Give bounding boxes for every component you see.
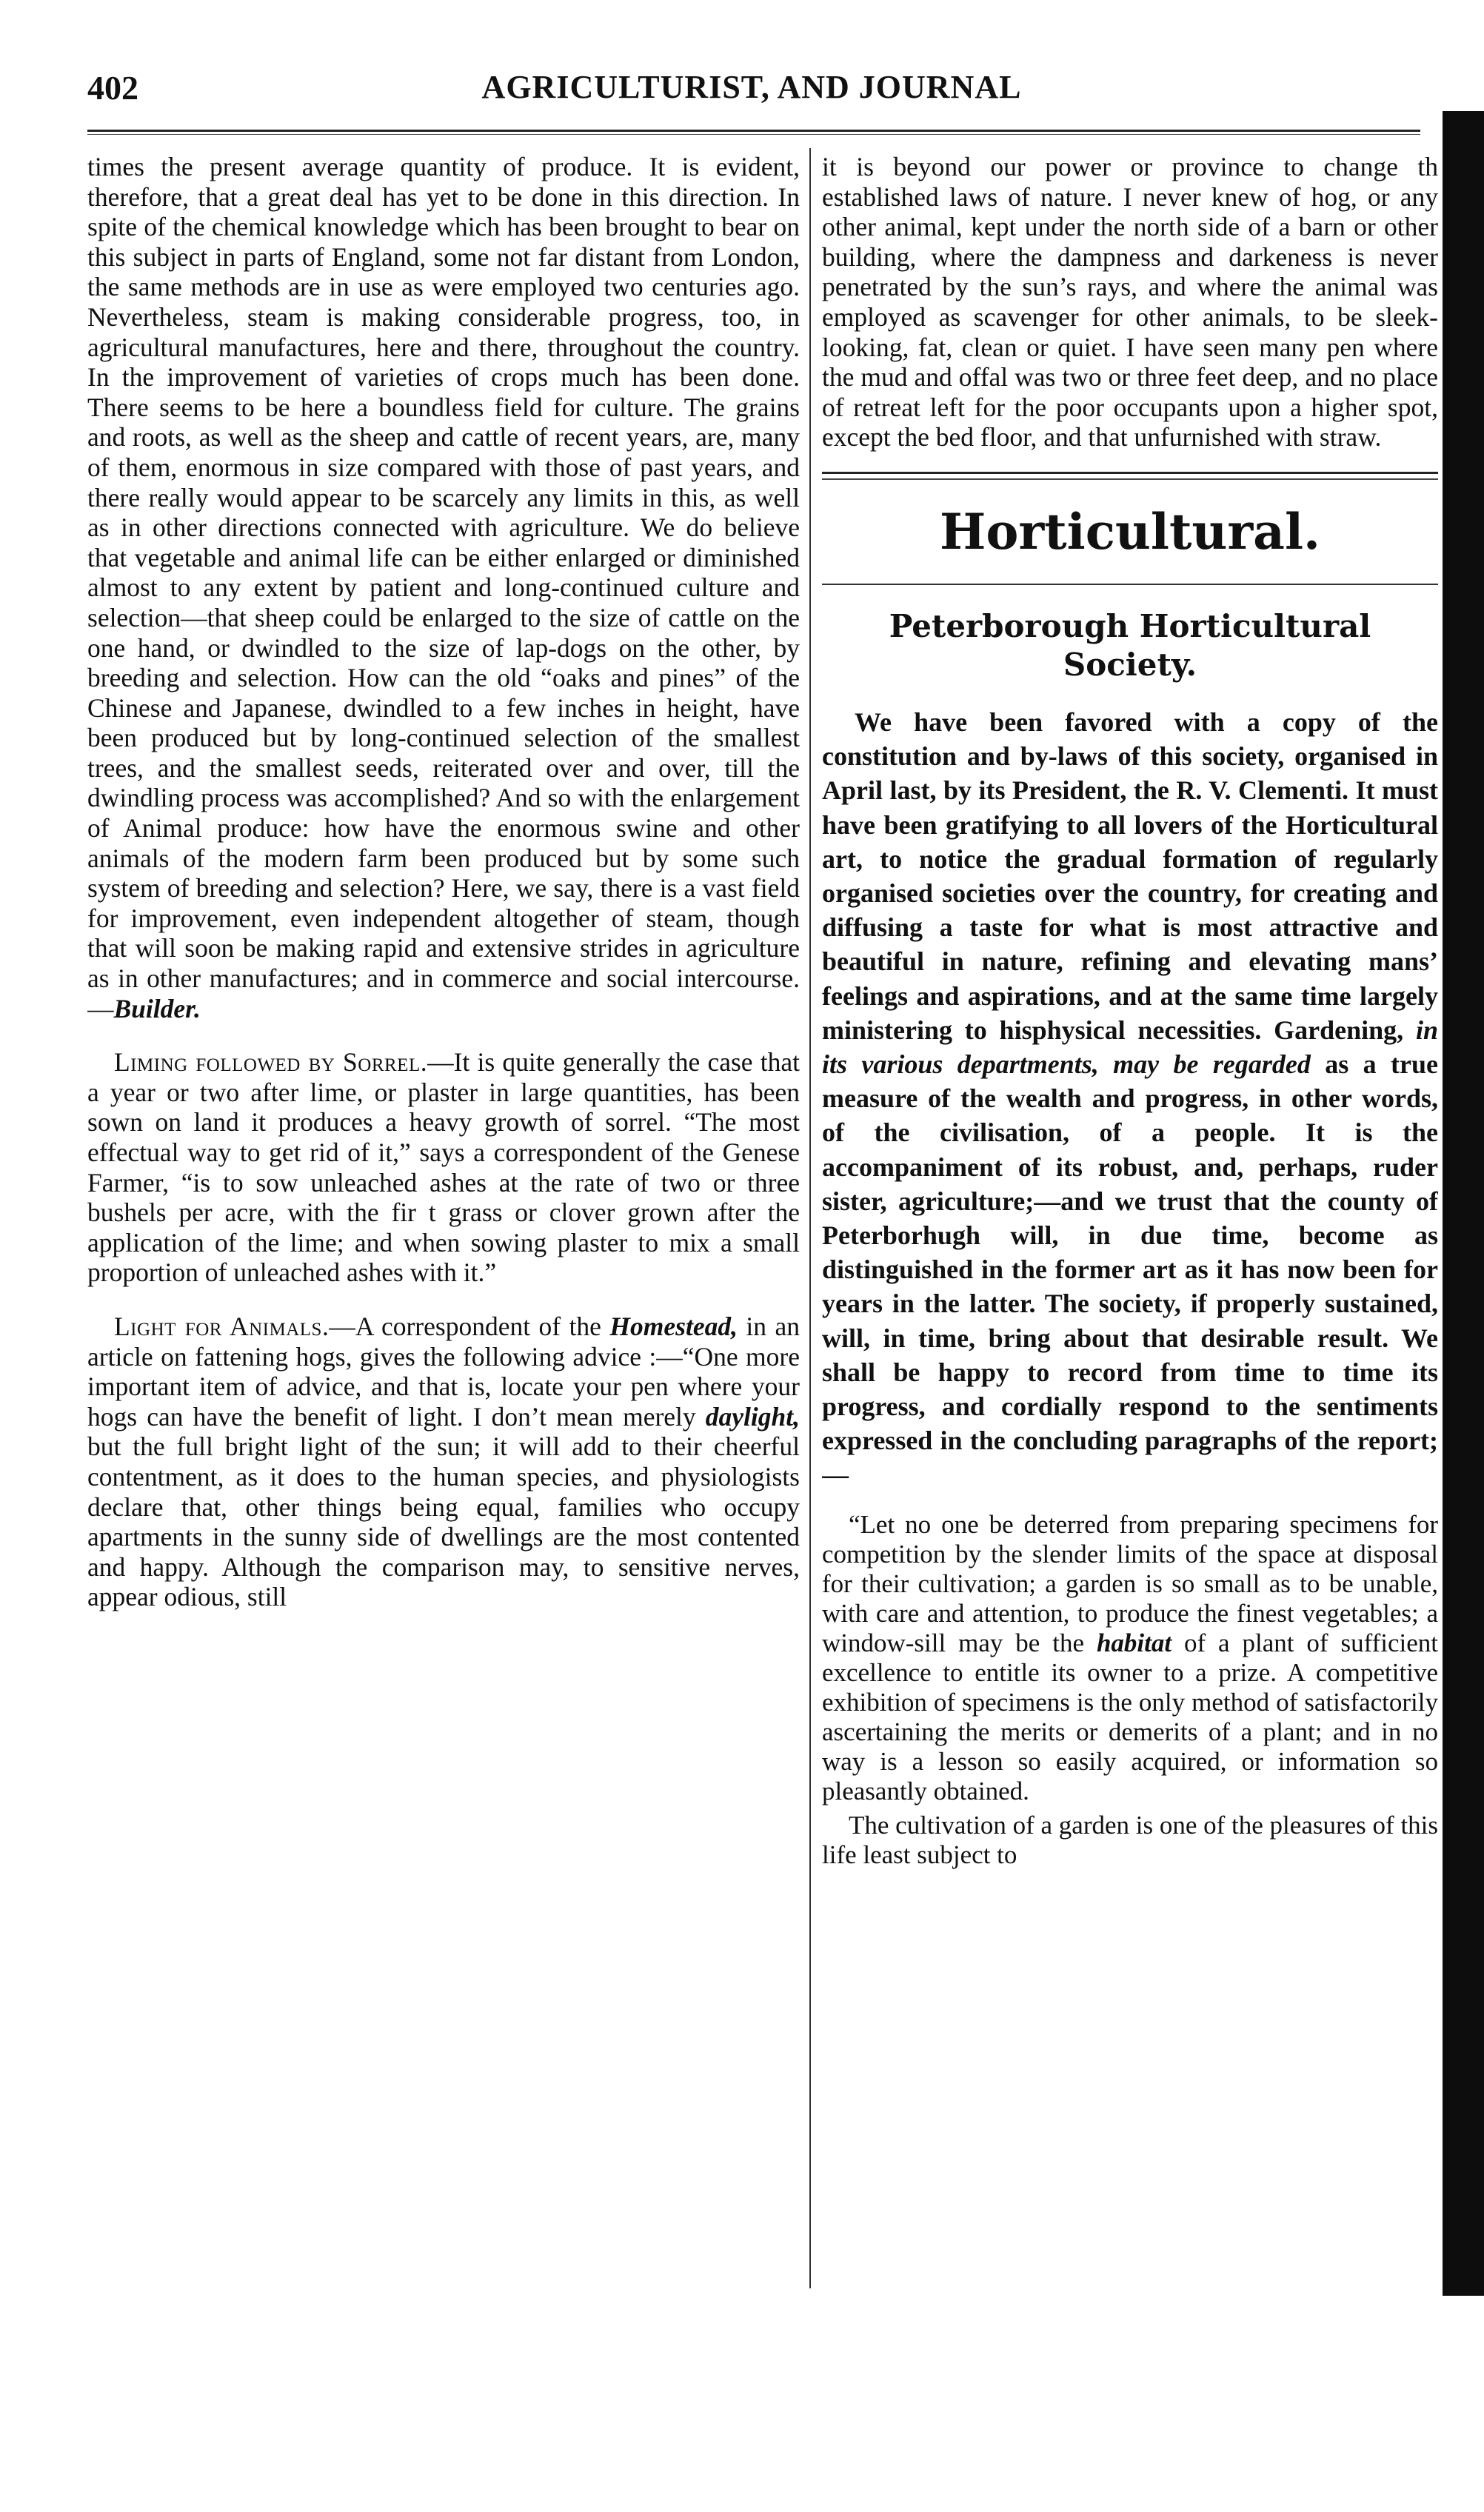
article-heading-peterborough: Peterborough Horticultural Society. <box>889 607 1371 683</box>
light-article-continuation: it is beyond our power or province to change th established laws of nature. I never knew of hog, or any other animal, kept under the north side of a barn or other building, where the dampness and darkeness is never penetrated by the sun’s rays, and where the animal was employed as scavenger for other animals, to be sleek-looking, fat, clean or quiet. I have seen many pen where the mud and offal was two or three feet deep, and no place of retreat left for the poor occupants upon a higher spot, except the bed floor, and that unfurnished with straw. <box>822 152 1438 452</box>
header-rule-thin <box>87 134 1420 135</box>
section-title-rule <box>822 584 1438 585</box>
column-divider <box>809 148 811 2288</box>
page-number: 402 <box>87 69 138 107</box>
liming-heading: Liming followed by Sorrel. <box>114 1047 428 1078</box>
peterborough-article-body: We have been favored with a copy of the constitution and by-laws of this society, organised in April last, by its President, the R. V. Clementi. It must have been gratifying to all lovers of the Horticultural art, to notice the gradual formation of regularly organised societies over the country, for creating and diffusing a taste for what is most attractive and beautiful in nature, refining and elevating mans’ feelings and aspirations, and at the same time largely ministering to hisphysical necessities. Gardening, in its various departments, may be regarded as a true measure of the wealth and progress, in other words, of the civilisation, of a people. It is the accompaniment of its robust, and, perhaps, ruder sister, agriculture;—and we trust that the county of Peterborhugh will, in due time, become as distinguished in the former art as it has now been for years in the latter. The society, if properly sustained, will, in time, bring about that desirable result. We shall be happy to record from time to time its progress, and cordially respond to the sentiments expressed in the concluding paragraphs of the report;— <box>822 706 1438 1490</box>
source-builder: Builder. <box>113 993 201 1023</box>
header-rule <box>87 130 1420 132</box>
page-header <box>52 68 1444 120</box>
running-title: AGRICULTURIST, AND JOURNAL <box>481 69 1022 105</box>
section-rule-thin <box>822 478 1438 480</box>
daylight-emphasis: daylight, <box>705 1401 800 1432</box>
page-binding-shadow <box>1443 111 1484 2296</box>
article-light-for-animals: Light for Animals.—A correspondent of the Homestead, in an article on fattening hogs, gives the following advice :—“One more important item of advice, and that is, locate your pen where your hogs can have the benefit of light. I don’t mean merely daylight, but the full bright light of the sun; it will add to their cheerful contentment, as it does to the human species, and physiologists declare that, other things being equal, families who occupy apartments in the sunny side of dwellings are the most contented and happy. Although the comparison may, to sensitive nerves, appear odious, still <box>87 1311 800 1612</box>
section-title-horticultural: Horticultural. <box>939 502 1320 561</box>
section-rule <box>822 472 1438 474</box>
source-homestead: Homestead, <box>609 1311 738 1341</box>
article-liming: Liming followed by Sorrel.—It is quite generally the case that a year or two after lime, or plaster in large quantities, has been sown on land it produces a heavy growth of sorrel. “The most effectual way to get rid of it,” says a correspondent of the Genese Farmer, “is to sow unleached ashes at the rate of two or three bushels per acre, with the fir t grass or clover grown after the application of the lime; and when sowing plaster to mix a small proportion of unleached ashes with it.” <box>87 1047 800 1288</box>
left-column <box>87 152 800 2279</box>
right-column <box>822 152 1438 2279</box>
report-quotation: “Let no one be deterred from preparing specimens for competition by the slender limits of the space at disposal for their cultivation; a garden is so small as to be unable, with care and attention, to produce the finest vegetables; a window-sill may be the habitat of a plant of sufficient excellence to entitle its owner to a prize. A competitive exhibition of specimens is the only method of satisfactorily ascertaining the merits or demerits of a plant; and in no way is a lesson so easily acquired, or information so pleasantly obtained. The cultivation of a garden is one of the pleasures of this life least subject to <box>822 1509 1438 1869</box>
article-agriculture-progress: times the present average quantity of produce. It is evident, therefore, that a great deal has yet to be done in this direction. In spite of the chemical knowledge which has been brought to bear on this subject in parts of England, some not far distant from London, the same methods are in use as were employed two centuries ago. Nevertheless, steam is making considerable progress, too, in agricultural manufactures, here and there, throughout the country. In the improvement of varieties of crops much has been done. There seems to be here a boundless field for culture. The grains and roots, as well as the sheep and cattle of recent years, are, many of them, enormous in size compared with those of past years, and there really would appear to be scarcely any limits in this, as well as in other directions connected with agriculture. We do believe that vegetable and animal life can be either enlarged or diminished almost to any extent by patient and long-continued culture and selection—that sheep could be enlarged to the size of cattle on the one hand, or dwindled to the size of lap-dogs on the other, by breeding and selection. How can the old “oaks and pines” of the Chinese and Japanese, dwindled to a few inches in height, have been produced but by long-continued selection of the smallest trees, and the smallest seeds, reiterated over and over, till the dwindling process was accomplished? And so with the enlargement of Animal produce: how have the enormous swine and other animals of the modern farm been produced but by some such system of breeding and selection? Here, we say, there is a vast field for improvement, even independent altogether of steam, though that will soon be making rapid and extensive strides in agriculture as in other manufactures; and in commerce and social intercourse.—Builder. <box>87 152 800 1023</box>
light-heading: Light for Animals. <box>114 1311 330 1341</box>
